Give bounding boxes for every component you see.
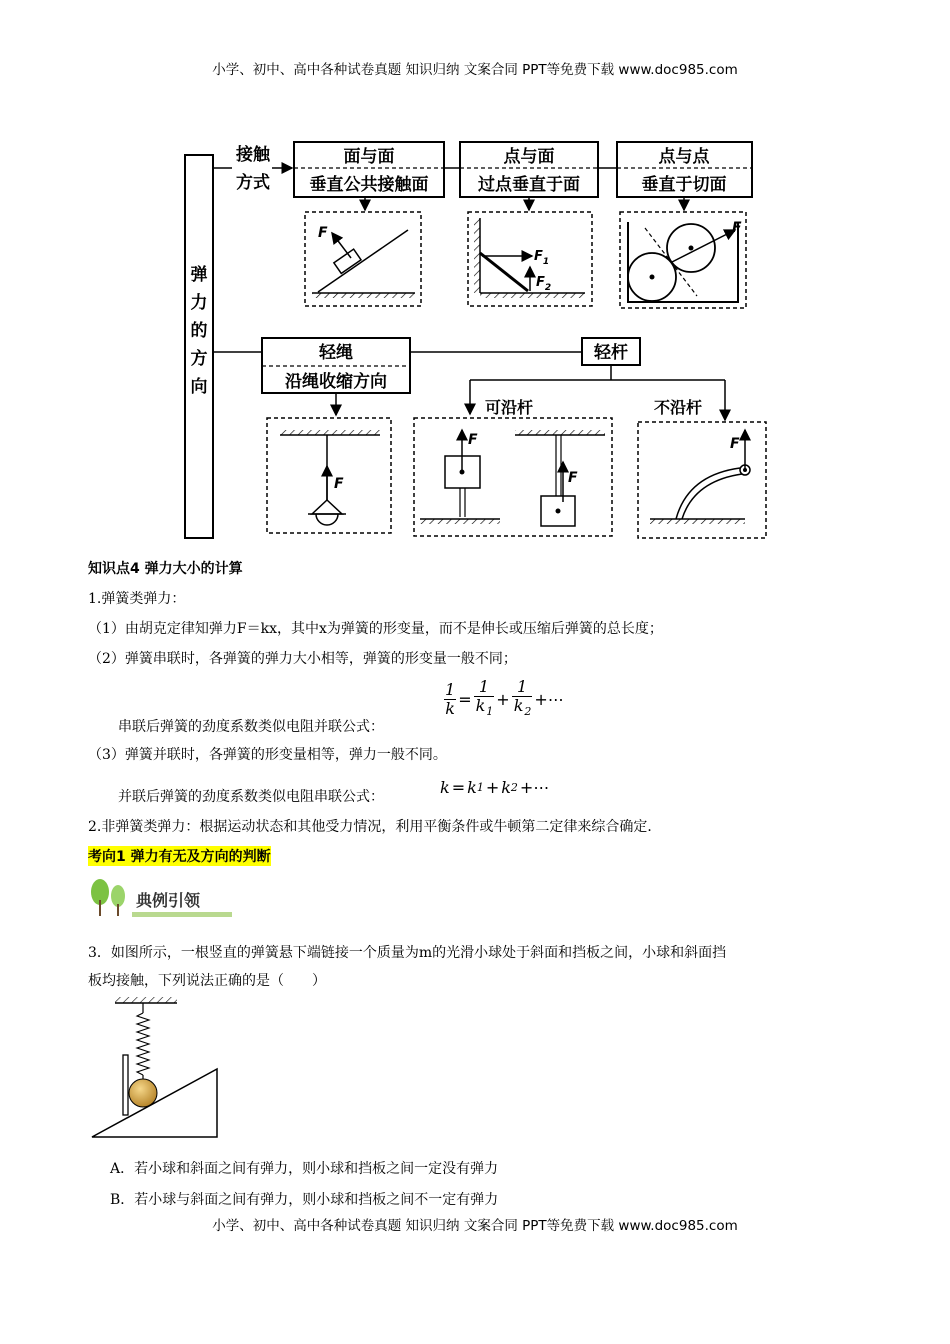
force-label-rope: F: [334, 476, 344, 492]
box2-bottom: 过点垂直于面: [478, 175, 580, 195]
f1-label: $F_1$: [534, 249, 550, 267]
question-3-figure: [88, 995, 228, 1145]
side-title-char-5: 向: [190, 377, 208, 397]
question-3-line-1: 3．如图所示，一根竖直的弹簧悬下端链接一个质量为m的光滑小球处于斜面和挡板之间，小球和斜面挡: [88, 945, 727, 961]
question-3-line-2: 板均接触，下列说法正确的是（ ）: [88, 973, 326, 989]
not-along-rod-label: 不沿杆: [654, 398, 703, 417]
side-title-char-1: 弹: [190, 265, 208, 285]
series-label: 串联后弹簧的劲度系数类似电阻并联公式：: [118, 719, 384, 735]
contact-label-2: 方式: [236, 173, 270, 193]
paragraph-4: （3）弹簧并联时，各弹簧的形变量相等，弹力一般不同。: [88, 747, 447, 763]
contact-label-1: 接触: [236, 145, 270, 165]
rope-bottom: 沿绳收缩方向: [285, 372, 387, 392]
paragraph-5: 2.非弹簧类弹力：根据运动状态和其他受力情况，利用平衡条件或牛顿第二定律来综合确定．: [88, 819, 662, 835]
page-header: 小学、初中、高中各种试卷真题 知识归纳 文案合同 PPT等免费下载 www.doc985.com: [212, 62, 738, 78]
force-label-1: F: [318, 225, 328, 241]
side-title-char-2: 力: [190, 293, 208, 313]
rod-label: 轻杆: [594, 343, 628, 363]
box3-top: 点与点: [658, 147, 710, 167]
force-label-rod-2: F: [568, 470, 578, 486]
side-title-char-4: 方: [190, 349, 208, 369]
rope-top: 轻绳: [319, 343, 353, 363]
side-title-char-3: 的: [190, 321, 208, 341]
paragraph-2: （1）由胡克定律知弹力F＝kx，其中x为弹簧的形变量，而不是伸长或压缩后弹簧的总长度；: [88, 621, 663, 637]
option-a[interactable]: A．若小球和斜面之间有弹力，则小球和挡板之间一定没有弹力: [110, 1161, 499, 1177]
paragraph-3: （2）弹簧串联时，各弹簧的弹力大小相等，弹簧的形变量一般不同；: [88, 651, 517, 667]
example-badge: [88, 878, 236, 920]
force-label-rod-3: F: [730, 436, 740, 452]
force-label-rod-1: F: [468, 432, 478, 448]
parallel-label: 并联后弹簧的劲度系数类似电阻串联公式：: [118, 789, 384, 805]
series-formula: $\frac{1}{k}$ = $\frac{1}{k_1}$ + $\frac{1}{k_2}$ +⋯: [444, 678, 566, 721]
elastic-force-direction-diagram: [0, 130, 950, 550]
exam-direction-title: 考向1 弹力有无及方向的判断: [88, 846, 271, 866]
box2-top: 点与面: [503, 147, 555, 167]
box3-bottom: 垂直于切面: [641, 175, 727, 195]
paragraph-1: 1.弹簧类弹力：: [88, 591, 186, 607]
box1-bottom: 垂直公共接触面: [309, 175, 429, 195]
force-label-3: F: [732, 220, 742, 236]
knowledge-title: 知识点4 弹力大小的计算: [88, 561, 243, 577]
page-footer: 小学、初中、高中各种试卷真题 知识归纳 文案合同 PPT等免费下载 www.doc985.com: [212, 1218, 738, 1234]
parallel-formula: k = k 1 + k 2 +⋯: [440, 778, 550, 797]
side-title-box: [185, 155, 213, 538]
f2-label: $F_2$: [536, 275, 552, 293]
example-badge-text: 典例引领: [136, 891, 201, 910]
box1-top: 面与面: [343, 147, 395, 167]
option-b[interactable]: B．若小球与斜面之间有弹力，则小球和挡板之间不一定有弹力: [110, 1192, 499, 1208]
along-rod-label: 可沿杆: [485, 398, 534, 417]
